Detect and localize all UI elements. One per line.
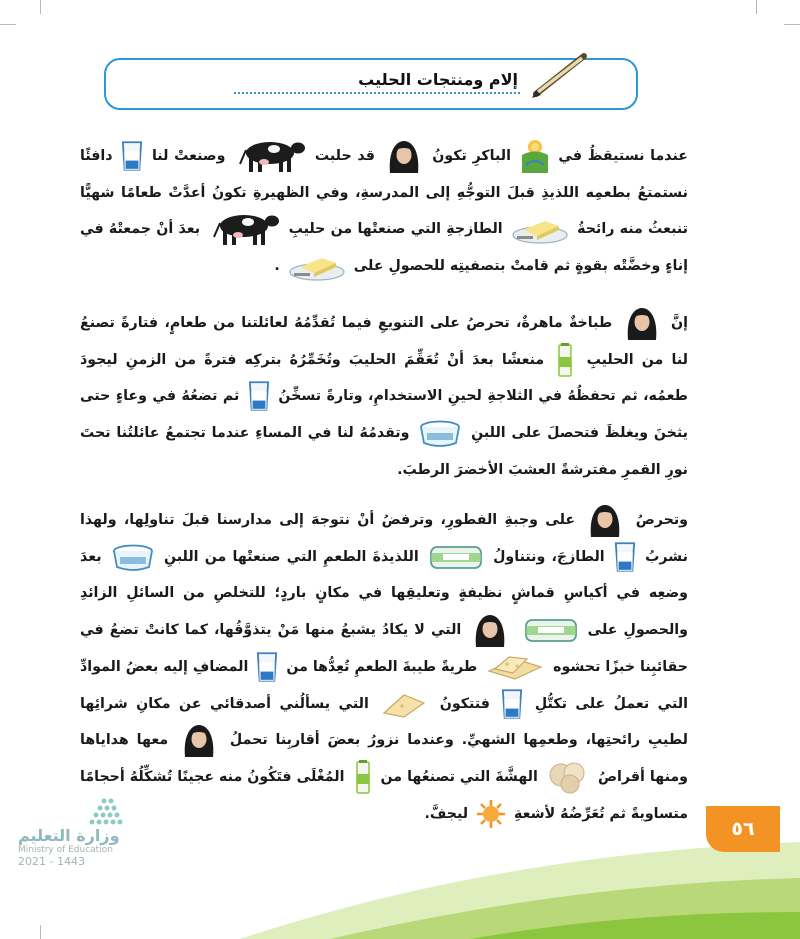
- ghee-icon: [288, 251, 346, 281]
- milk-glass-icon: [614, 541, 636, 573]
- text-run: عندما نستيقظُ في: [558, 148, 688, 164]
- milk-glass-icon: [248, 380, 270, 412]
- text-run: التي يسألُني أصدقائي عن مكانِ شرائِها لطيبِ رائحتِها، وطعمِها الشهيِّ. وعندما نزورُ بعضَ أقاربِنا تحملُ: [80, 695, 688, 749]
- grandmother-icon: [622, 306, 662, 340]
- grandmother-icon: [179, 723, 219, 757]
- text-run: وتحرصُ: [635, 512, 688, 528]
- crop-mark: [0, 24, 16, 25]
- milk-glass-icon: [501, 688, 523, 720]
- ministry-name-en: Ministry of Education: [18, 845, 113, 855]
- ministry-name-ar: وزارة التعليم: [18, 826, 120, 845]
- cheese-slice-icon: [380, 689, 428, 719]
- text-run: طريةً طيبةَ الطعمِ تُعِدُّها من: [286, 658, 478, 675]
- grandmother-icon: [585, 503, 625, 537]
- cow-icon: [234, 138, 306, 174]
- text-run: دافئًا نستمتعُ بطعمِه اللذيذِ قبلَ التوجُّهِ إلى المدرسةِ، وفي الظهيرةِ تكونُ أعدَّتْ طعامًا شهيًّا تنبعثُ منه رائحةُ: [80, 148, 688, 238]
- text-run: وتقدمُهُ لنا في المساءِ عندما تجتمعُ عائلتُنا تحتَ نورِ القمرِ مفترشةً العشبَ الأخضرَ الرطبَ.: [80, 425, 688, 478]
- laban-bottle-icon: [555, 343, 575, 377]
- lesson-title: إلام ومنتجات الحليب: [358, 70, 518, 89]
- text-run: .: [274, 258, 280, 275]
- text-run: ليجفَّ.: [424, 805, 469, 822]
- labneh-box-icon: [523, 615, 579, 645]
- decorative-green-waves: [0, 820, 800, 939]
- paragraph-1: [80, 138, 688, 285]
- yogurt-tub-icon: [111, 542, 155, 572]
- grandmother-icon: [470, 613, 510, 647]
- laban-bottle-icon: [353, 760, 373, 794]
- crop-mark: [756, 0, 757, 14]
- cheese-block-icon: [485, 649, 545, 685]
- title-dotted-line: [234, 92, 520, 94]
- cow-icon: [208, 211, 280, 247]
- text-run: بعدَ أنْ جمعتْهُ في إناءٍ وخضَّتْه بقوةٍ ثم قامتْ بتصفيتِه للحصولِ على: [80, 221, 688, 275]
- text-run: الطازجةِ التي صنعتْها من حليبِ: [288, 221, 503, 238]
- yogurt-tub-icon: [418, 418, 462, 448]
- crop-mark: [40, 0, 41, 14]
- text-run: منعشًا بعدَ أنْ تُعَقِّمَ الحليبَ وتُخَمِّرُهُ بتركِه فترةً من الزمنِ ليجودَ طعمُه، ثم تحفظُهُ في الثلاجةِ لحينِ الاستخدامِ، وتارةً تسخِّنُ: [80, 351, 688, 405]
- pencil-icon: [530, 50, 590, 100]
- edition-year: 2021 - 1443: [18, 855, 85, 868]
- bread-rolls-icon: [546, 760, 590, 794]
- text-run: طباخةٌ ماهرةٌ، تحرصُ على التنويعِ فيما تُقدِّمُهُ لعائلتنا من طعامٍ، فتارةً تصنعُ لنا من الحليبِ: [80, 315, 688, 368]
- paragraph-2: [80, 305, 688, 489]
- crop-mark: [784, 24, 800, 25]
- text-run: معها هداياها ومنها أقراصُ: [80, 732, 688, 785]
- text-run: الهشَّةَ التي تصنعُها من: [380, 768, 538, 785]
- text-run: قد حلبت: [314, 148, 375, 164]
- text-run: الباكرِ تكونُ: [432, 148, 511, 164]
- ministry-label: [18, 826, 120, 868]
- grandmother-icon: [384, 139, 424, 173]
- text-run: بعدَ وضعِه في أكياسِ قماشٍ نظيفةٍ وتعليقِها في مكانٍ باردٍ؛ للتخلصِ من السائلِ الزائدِ والحصولِ على: [80, 548, 688, 639]
- text-run: وصنعتْ لنا: [151, 148, 226, 164]
- ministry-logo-icon: [86, 792, 130, 826]
- text-run: إنَّ: [671, 315, 688, 331]
- sun-landscape-icon: [520, 139, 550, 173]
- text-run: اللذيذةَ الطعمِ التي صنعتْها من اللبنِ: [163, 548, 419, 565]
- paragraph-3: [80, 502, 688, 832]
- milk-glass-icon: [121, 140, 143, 172]
- page-number: ٥٦: [706, 806, 780, 852]
- text-run: المُغْلَى فتَكُونُ منه عجينًا تُشكِّلُهُ أحجامًا متساويةً ثم تُعَرِّضُهُ لأشعةِ: [80, 768, 688, 822]
- text-run: الطازجَ، ونتناولُ: [493, 548, 605, 565]
- text-run: على وجبةِ الفطورِ، وترفضُ أنْ نتوجهَ إلى مدارسنا قبلَ تناولِها، ولهذا نشربُ: [80, 512, 688, 565]
- laban-box-icon: [428, 542, 484, 572]
- text-run: ثم تضعُهُ في وعاءٍ حتى يثخنَ ويغلظَ فتحصلَ على اللبنِ: [80, 388, 688, 442]
- milk-glass-icon: [256, 651, 278, 683]
- text-run: المضافِ إليه بعضُ الموادِّ التي تعملُ على تكتُّلِ: [80, 658, 688, 712]
- text-run: فتتكونُ: [439, 695, 490, 712]
- butter-icon: [511, 214, 569, 244]
- text-run: التي لا يكادُ يشبعُ منها مَنْ يتذوَّقُها، كما كانتْ تضعُ في حقائبِنا خبزًا تحشوه: [80, 622, 689, 675]
